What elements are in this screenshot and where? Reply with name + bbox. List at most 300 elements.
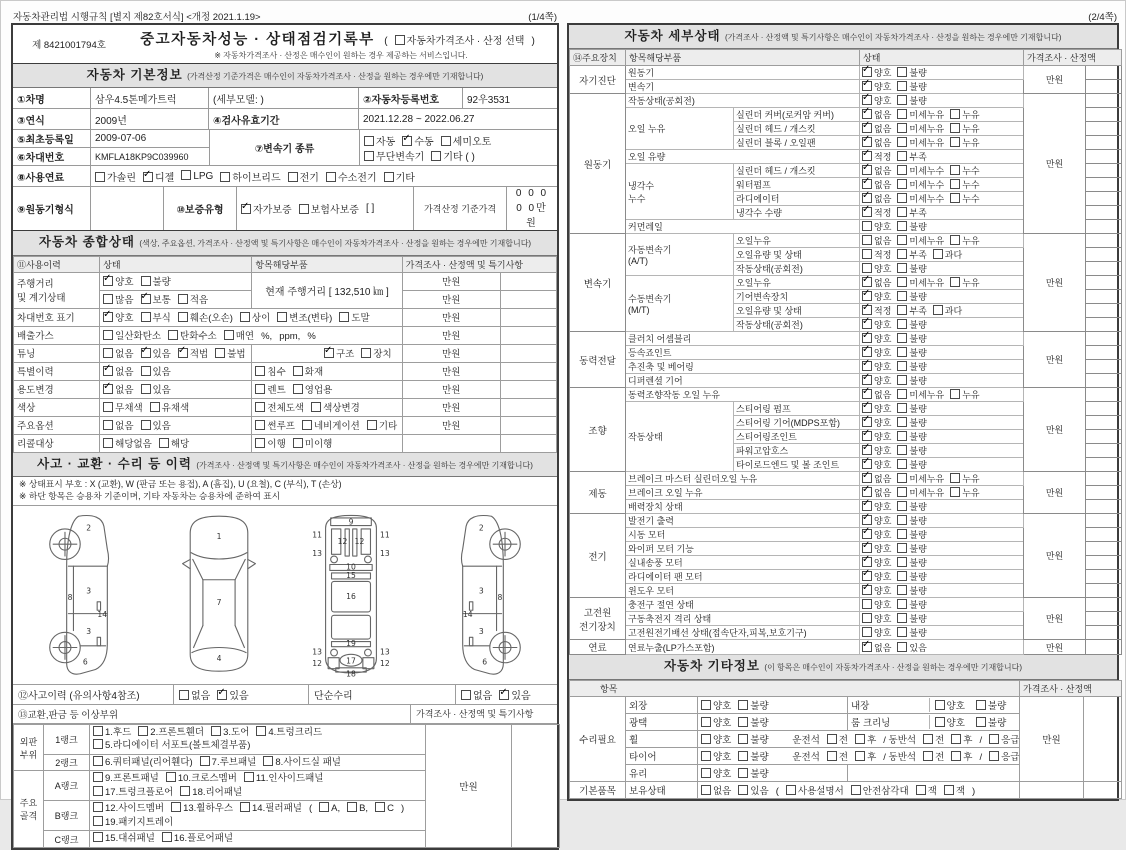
- checkbox-option[interactable]: [293, 382, 333, 396]
- checkbox-option[interactable]: [786, 783, 844, 797]
- price-cell[interactable]: 만원: [402, 380, 500, 398]
- checkbox-option[interactable]: [897, 276, 944, 289]
- checked-checkbox-icon[interactable]: [862, 543, 872, 553]
- checkbox-option[interactable]: [402, 133, 433, 148]
- checkbox-option[interactable]: [897, 388, 944, 401]
- checkbox-option[interactable]: [701, 766, 731, 780]
- checked-checkbox-icon[interactable]: [862, 459, 872, 469]
- unchecked-checkbox-icon[interactable]: [263, 756, 273, 766]
- unchecked-checkbox-icon[interactable]: [701, 785, 711, 795]
- note-cell[interactable]: [1086, 472, 1122, 486]
- checkbox-option[interactable]: [897, 626, 926, 639]
- unchecked-checkbox-icon[interactable]: [950, 473, 960, 483]
- unchecked-checkbox-icon[interactable]: [180, 786, 190, 796]
- checkbox-option[interactable]: [738, 715, 768, 729]
- note-cell[interactable]: [1086, 430, 1122, 444]
- checkbox-option[interactable]: [93, 739, 250, 753]
- note-cell[interactable]: [1086, 304, 1122, 318]
- unchecked-checkbox-icon[interactable]: [181, 170, 191, 180]
- unchecked-checkbox-icon[interactable]: [299, 204, 309, 214]
- unchecked-checkbox-icon[interactable]: [897, 67, 907, 77]
- checked-checkbox-icon[interactable]: [862, 305, 872, 315]
- note-cell[interactable]: [512, 724, 560, 847]
- checkbox-option[interactable]: [897, 570, 926, 583]
- checkbox-option[interactable]: [103, 292, 133, 306]
- unchecked-checkbox-icon[interactable]: [179, 690, 189, 700]
- checked-checkbox-icon[interactable]: [862, 193, 872, 203]
- checkbox-option[interactable]: [897, 598, 926, 611]
- unchecked-checkbox-icon[interactable]: [162, 832, 172, 842]
- checkbox-option[interactable]: [862, 248, 891, 261]
- unchecked-checkbox-icon[interactable]: [293, 366, 303, 376]
- checked-checkbox-icon[interactable]: [862, 207, 872, 217]
- unchecked-checkbox-icon[interactable]: [215, 348, 225, 358]
- inspection-period-value[interactable]: 2021.12.28 ~ 2022.06.27: [363, 113, 475, 125]
- price-cell[interactable]: 만원: [1024, 472, 1086, 514]
- price-cell[interactable]: 만원: [426, 724, 512, 847]
- unchecked-checkbox-icon[interactable]: [431, 151, 441, 161]
- checkbox-option[interactable]: [255, 418, 295, 432]
- checkbox-option[interactable]: [950, 486, 979, 499]
- unchecked-checkbox-icon[interactable]: [375, 802, 385, 812]
- unchecked-checkbox-icon[interactable]: [93, 802, 103, 812]
- checkbox-option[interactable]: [93, 786, 173, 800]
- price-cell[interactable]: 만원: [402, 326, 500, 344]
- model-year-value[interactable]: 2009년: [91, 109, 209, 129]
- checkbox-option[interactable]: [701, 715, 731, 729]
- unchecked-checkbox-icon[interactable]: [923, 751, 933, 761]
- checkbox-option[interactable]: [897, 318, 926, 331]
- checkbox-option[interactable]: [441, 133, 492, 148]
- checkbox-option[interactable]: [178, 346, 208, 360]
- checkbox-option[interactable]: [897, 150, 926, 163]
- unchecked-checkbox-icon[interactable]: [293, 438, 303, 448]
- unchecked-checkbox-icon[interactable]: [178, 294, 188, 304]
- checkbox-option[interactable]: [950, 472, 979, 485]
- unchecked-checkbox-icon[interactable]: [738, 717, 748, 727]
- unchecked-checkbox-icon[interactable]: [944, 785, 954, 795]
- checkbox-option[interactable]: [989, 749, 1019, 763]
- unchecked-checkbox-icon[interactable]: [159, 438, 169, 448]
- checkbox-option[interactable]: [897, 220, 926, 233]
- checkbox-option[interactable]: [738, 698, 768, 712]
- checkbox-option[interactable]: [141, 274, 171, 288]
- checked-checkbox-icon[interactable]: [862, 291, 872, 301]
- checkbox-option[interactable]: [178, 292, 208, 306]
- checkbox-option[interactable]: [738, 732, 768, 746]
- checkbox-option[interactable]: [103, 310, 133, 324]
- note-cell[interactable]: [500, 416, 556, 434]
- checkbox-option[interactable]: [138, 726, 204, 740]
- unchecked-checkbox-icon[interactable]: [897, 585, 907, 595]
- price-cell[interactable]: 만원: [1024, 94, 1086, 234]
- checked-checkbox-icon[interactable]: [862, 417, 872, 427]
- checkbox-option[interactable]: [375, 802, 394, 816]
- unchecked-checkbox-icon[interactable]: [738, 768, 748, 778]
- note-cell[interactable]: [1086, 458, 1122, 472]
- checkbox-option[interactable]: [701, 698, 731, 712]
- checkbox-option[interactable]: [897, 402, 926, 415]
- checkbox-option[interactable]: [897, 122, 944, 135]
- unchecked-checkbox-icon[interactable]: [897, 109, 907, 119]
- unchecked-checkbox-icon[interactable]: [367, 420, 377, 430]
- unchecked-checkbox-icon[interactable]: [897, 571, 907, 581]
- checkbox-option[interactable]: [347, 802, 368, 816]
- checkbox-option[interactable]: [103, 274, 133, 288]
- note-cell[interactable]: [1086, 626, 1122, 640]
- price-cell[interactable]: 만원: [1024, 640, 1086, 655]
- unchecked-checkbox-icon[interactable]: [171, 802, 181, 812]
- checked-checkbox-icon[interactable]: [862, 473, 872, 483]
- checkbox-option[interactable]: [897, 360, 926, 373]
- unchecked-checkbox-icon[interactable]: [950, 179, 960, 189]
- price-cell[interactable]: 만원: [402, 272, 500, 290]
- unchecked-checkbox-icon[interactable]: [989, 734, 999, 744]
- checkbox-option[interactable]: [255, 400, 304, 414]
- price-cell[interactable]: 만원: [1024, 234, 1086, 332]
- checkbox-option[interactable]: [916, 783, 937, 797]
- checkbox-option[interactable]: [324, 346, 354, 360]
- note-cell[interactable]: [1086, 262, 1122, 276]
- checkbox-option[interactable]: [200, 756, 257, 770]
- checkbox-option[interactable]: [897, 430, 926, 443]
- checkbox-option[interactable]: [950, 388, 979, 401]
- checkbox-option[interactable]: [293, 364, 323, 378]
- unchecked-checkbox-icon[interactable]: [862, 249, 872, 259]
- checkbox-option[interactable]: [897, 206, 926, 219]
- checkbox-option[interactable]: [950, 178, 979, 191]
- checked-checkbox-icon[interactable]: [862, 487, 872, 497]
- checkbox-option[interactable]: [256, 726, 322, 740]
- unchecked-checkbox-icon[interactable]: [339, 312, 349, 322]
- unchecked-checkbox-icon[interactable]: [93, 786, 103, 796]
- checkbox-option[interactable]: [93, 832, 155, 846]
- checkbox-option[interactable]: [311, 400, 360, 414]
- checked-checkbox-icon[interactable]: [862, 571, 872, 581]
- unchecked-checkbox-icon[interactable]: [255, 420, 265, 430]
- unchecked-checkbox-icon[interactable]: [897, 557, 907, 567]
- unchecked-checkbox-icon[interactable]: [293, 384, 303, 394]
- unchecked-checkbox-icon[interactable]: [862, 613, 872, 623]
- checkbox-option[interactable]: [897, 514, 926, 527]
- checkbox-option[interactable]: [93, 772, 159, 786]
- unchecked-checkbox-icon[interactable]: [166, 772, 176, 782]
- checkbox-option[interactable]: [897, 346, 926, 359]
- unchecked-checkbox-icon[interactable]: [862, 263, 872, 273]
- note-cell[interactable]: [1086, 584, 1122, 598]
- note-cell[interactable]: [1086, 206, 1122, 220]
- note-cell[interactable]: [1086, 150, 1122, 164]
- checked-checkbox-icon[interactable]: [324, 348, 334, 358]
- checkbox-option[interactable]: [989, 732, 1019, 746]
- unchecked-checkbox-icon[interactable]: [827, 734, 837, 744]
- checked-checkbox-icon[interactable]: [862, 403, 872, 413]
- checkbox-option[interactable]: [103, 436, 152, 450]
- note-cell[interactable]: [1086, 444, 1122, 458]
- checkbox-option[interactable]: [897, 332, 926, 345]
- note-cell[interactable]: [1086, 346, 1122, 360]
- checkbox-option[interactable]: [897, 178, 944, 191]
- checkbox-option[interactable]: [240, 310, 270, 324]
- vin-value[interactable]: KMFLA18KP9C039960: [95, 151, 189, 162]
- note-cell[interactable]: [1086, 556, 1122, 570]
- checkbox-option[interactable]: [141, 310, 171, 324]
- checked-checkbox-icon[interactable]: [143, 172, 153, 182]
- note-cell[interactable]: [1086, 486, 1122, 500]
- unchecked-checkbox-icon[interactable]: [935, 700, 945, 710]
- unchecked-checkbox-icon[interactable]: [897, 613, 907, 623]
- checkbox-option[interactable]: [897, 472, 944, 485]
- unchecked-checkbox-icon[interactable]: [897, 459, 907, 469]
- checkbox-option[interactable]: [361, 346, 391, 360]
- unchecked-checkbox-icon[interactable]: [103, 330, 113, 340]
- note-cell[interactable]: [1086, 276, 1122, 290]
- note-cell[interactable]: [1086, 66, 1122, 80]
- unchecked-checkbox-icon[interactable]: [138, 726, 148, 736]
- unchecked-checkbox-icon[interactable]: [976, 700, 986, 710]
- note-cell[interactable]: [500, 344, 556, 362]
- checkbox-option[interactable]: [364, 148, 424, 163]
- checked-checkbox-icon[interactable]: [103, 312, 113, 322]
- checkbox-option[interactable]: [150, 400, 190, 414]
- note-cell[interactable]: [1086, 374, 1122, 388]
- unchecked-checkbox-icon[interactable]: [897, 263, 907, 273]
- checkbox-option[interactable]: [897, 248, 926, 261]
- unchecked-checkbox-icon[interactable]: [701, 768, 711, 778]
- checkbox-option[interactable]: [897, 444, 926, 457]
- unchecked-checkbox-icon[interactable]: [862, 221, 872, 231]
- unchecked-checkbox-icon[interactable]: [950, 123, 960, 133]
- price-cell[interactable]: 만원: [402, 344, 500, 362]
- unchecked-checkbox-icon[interactable]: [288, 172, 298, 182]
- unchecked-checkbox-icon[interactable]: [933, 305, 943, 315]
- unchecked-checkbox-icon[interactable]: [701, 751, 711, 761]
- unchecked-checkbox-icon[interactable]: [897, 642, 907, 652]
- unchecked-checkbox-icon[interactable]: [738, 751, 748, 761]
- unchecked-checkbox-icon[interactable]: [855, 751, 865, 761]
- checkbox-option[interactable]: [180, 786, 242, 800]
- note-cell[interactable]: [1086, 178, 1122, 192]
- checkbox-option[interactable]: [103, 418, 133, 432]
- checkbox-option[interactable]: [241, 201, 292, 216]
- checkbox-option[interactable]: [93, 756, 193, 770]
- checkbox-option[interactable]: [897, 528, 926, 541]
- checked-checkbox-icon[interactable]: [103, 384, 113, 394]
- unchecked-checkbox-icon[interactable]: [364, 151, 374, 161]
- checkbox-option[interactable]: [897, 108, 944, 121]
- checkbox-option[interactable]: [168, 328, 217, 342]
- price-cell[interactable]: 만원: [402, 398, 500, 416]
- checkbox-option[interactable]: [738, 783, 768, 797]
- note-cell[interactable]: [1086, 192, 1122, 206]
- note-cell[interactable]: [1086, 122, 1122, 136]
- unchecked-checkbox-icon[interactable]: [255, 366, 265, 376]
- unchecked-checkbox-icon[interactable]: [897, 529, 907, 539]
- unchecked-checkbox-icon[interactable]: [897, 501, 907, 511]
- checkbox-option[interactable]: [141, 382, 171, 396]
- checkbox-option[interactable]: [933, 304, 962, 317]
- unchecked-checkbox-icon[interactable]: [897, 431, 907, 441]
- checkbox-option[interactable]: [143, 169, 174, 184]
- checkbox-option[interactable]: [93, 802, 164, 816]
- checked-checkbox-icon[interactable]: [862, 642, 872, 652]
- checkbox-option[interactable]: [95, 169, 136, 184]
- checkbox-option[interactable]: [461, 687, 492, 702]
- checkbox-option[interactable]: [897, 80, 926, 93]
- unchecked-checkbox-icon[interactable]: [326, 172, 336, 182]
- checked-checkbox-icon[interactable]: [862, 123, 872, 133]
- unchecked-checkbox-icon[interactable]: [862, 599, 872, 609]
- engine-type-value[interactable]: [91, 187, 164, 230]
- note-cell[interactable]: [1086, 640, 1122, 655]
- checkbox-option[interactable]: [897, 66, 926, 79]
- checkbox-option[interactable]: [302, 418, 360, 432]
- checkbox-option[interactable]: [950, 122, 979, 135]
- checkbox-option[interactable]: [944, 783, 965, 797]
- checkbox-option[interactable]: [384, 169, 415, 184]
- checkbox-option[interactable]: [862, 584, 891, 597]
- checkbox-option[interactable]: [935, 698, 965, 712]
- checked-checkbox-icon[interactable]: [862, 109, 872, 119]
- unchecked-checkbox-icon[interactable]: [897, 389, 907, 399]
- unchecked-checkbox-icon[interactable]: [441, 136, 451, 146]
- unchecked-checkbox-icon[interactable]: [255, 438, 265, 448]
- unchecked-checkbox-icon[interactable]: [240, 802, 250, 812]
- note-cell[interactable]: [1086, 332, 1122, 346]
- checkbox-option[interactable]: [950, 192, 979, 205]
- unchecked-checkbox-icon[interactable]: [141, 366, 151, 376]
- unchecked-checkbox-icon[interactable]: [897, 207, 907, 217]
- unchecked-checkbox-icon[interactable]: [897, 599, 907, 609]
- unchecked-checkbox-icon[interactable]: [897, 515, 907, 525]
- checked-checkbox-icon[interactable]: [862, 165, 872, 175]
- unchecked-checkbox-icon[interactable]: [855, 734, 865, 744]
- note-cell[interactable]: [1086, 136, 1122, 150]
- checkbox-option[interactable]: [935, 715, 965, 729]
- checkbox-option[interactable]: [224, 328, 254, 342]
- unchecked-checkbox-icon[interactable]: [255, 384, 265, 394]
- unchecked-checkbox-icon[interactable]: [897, 179, 907, 189]
- checkbox-option[interactable]: [395, 32, 525, 47]
- unchecked-checkbox-icon[interactable]: [384, 172, 394, 182]
- unchecked-checkbox-icon[interactable]: [93, 772, 103, 782]
- price-cell[interactable]: 만원: [1024, 514, 1086, 598]
- note-cell[interactable]: [1086, 528, 1122, 542]
- unchecked-checkbox-icon[interactable]: [701, 734, 711, 744]
- checkbox-option[interactable]: [215, 346, 245, 360]
- checkbox-option[interactable]: [827, 732, 848, 746]
- checked-checkbox-icon[interactable]: [862, 501, 872, 511]
- checkbox-option[interactable]: [897, 542, 926, 555]
- price-cell[interactable]: 만원: [1024, 598, 1086, 640]
- checkbox-option[interactable]: [897, 641, 926, 654]
- unchecked-checkbox-icon[interactable]: [211, 726, 221, 736]
- checkbox-option[interactable]: [240, 802, 302, 816]
- unchecked-checkbox-icon[interactable]: [255, 402, 265, 412]
- note-cell[interactable]: [1086, 94, 1122, 108]
- unchecked-checkbox-icon[interactable]: [897, 319, 907, 329]
- checked-checkbox-icon[interactable]: [402, 136, 412, 146]
- checkbox-option[interactable]: [897, 94, 926, 107]
- unchecked-checkbox-icon[interactable]: [361, 348, 371, 358]
- unchecked-checkbox-icon[interactable]: [827, 751, 837, 761]
- unchecked-checkbox-icon[interactable]: [897, 305, 907, 315]
- unchecked-checkbox-icon[interactable]: [141, 420, 151, 430]
- unchecked-checkbox-icon[interactable]: [950, 137, 960, 147]
- unchecked-checkbox-icon[interactable]: [93, 832, 103, 842]
- checkbox-option[interactable]: [897, 500, 926, 513]
- checkbox-option[interactable]: [93, 816, 173, 830]
- basic-items-price-cell[interactable]: [1020, 781, 1084, 798]
- checkbox-option[interactable]: [255, 382, 285, 396]
- note-cell[interactable]: [500, 308, 556, 326]
- registration-number-value[interactable]: 92우3531: [467, 94, 511, 106]
- checkbox-option[interactable]: [862, 206, 891, 219]
- checkbox-option[interactable]: [178, 310, 233, 324]
- checked-checkbox-icon[interactable]: [141, 348, 151, 358]
- price-cell[interactable]: [402, 434, 500, 452]
- checkbox-option[interactable]: [897, 262, 926, 275]
- checkbox-option[interactable]: [855, 749, 876, 763]
- checkbox-option[interactable]: [855, 732, 876, 746]
- unchecked-checkbox-icon[interactable]: [851, 785, 861, 795]
- checkbox-option[interactable]: [162, 832, 233, 846]
- unchecked-checkbox-icon[interactable]: [897, 417, 907, 427]
- checked-checkbox-icon[interactable]: [862, 179, 872, 189]
- checkbox-option[interactable]: [950, 276, 979, 289]
- checked-checkbox-icon[interactable]: [862, 445, 872, 455]
- checkbox-option[interactable]: [277, 310, 332, 324]
- checkbox-option[interactable]: [897, 584, 926, 597]
- note-cell[interactable]: [1086, 248, 1122, 262]
- note-cell[interactable]: [1086, 234, 1122, 248]
- price-cell[interactable]: 만원: [402, 290, 500, 308]
- unchecked-checkbox-icon[interactable]: [897, 627, 907, 637]
- note-cell[interactable]: [500, 326, 556, 344]
- unchecked-checkbox-icon[interactable]: [95, 172, 105, 182]
- note-cell[interactable]: [1086, 318, 1122, 332]
- checkbox-option[interactable]: [141, 292, 171, 306]
- note-cell[interactable]: [500, 380, 556, 398]
- unchecked-checkbox-icon[interactable]: [933, 249, 943, 259]
- unchecked-checkbox-icon[interactable]: [897, 543, 907, 553]
- checkbox-option[interactable]: [950, 234, 979, 247]
- unchecked-checkbox-icon[interactable]: [93, 756, 103, 766]
- checkbox-option[interactable]: [923, 732, 944, 746]
- checkbox-option[interactable]: [862, 598, 891, 611]
- checkbox-option[interactable]: [851, 783, 909, 797]
- checkbox-option[interactable]: [166, 772, 237, 786]
- checkbox-option[interactable]: [159, 436, 189, 450]
- checked-checkbox-icon[interactable]: [862, 375, 872, 385]
- checkbox-option[interactable]: [364, 133, 395, 148]
- unchecked-checkbox-icon[interactable]: [989, 751, 999, 761]
- checkbox-option[interactable]: [103, 382, 133, 396]
- unchecked-checkbox-icon[interactable]: [897, 137, 907, 147]
- unchecked-checkbox-icon[interactable]: [950, 109, 960, 119]
- checkbox-option[interactable]: [141, 418, 171, 432]
- checkbox-option[interactable]: [299, 201, 359, 216]
- checkbox-option[interactable]: [499, 687, 530, 702]
- unchecked-checkbox-icon[interactable]: [950, 389, 960, 399]
- price-cell[interactable]: 만원: [402, 308, 500, 326]
- checked-checkbox-icon[interactable]: [862, 319, 872, 329]
- unchecked-checkbox-icon[interactable]: [141, 312, 151, 322]
- unchecked-checkbox-icon[interactable]: [103, 438, 113, 448]
- checked-checkbox-icon[interactable]: [862, 585, 872, 595]
- unchecked-checkbox-icon[interactable]: [141, 276, 151, 286]
- checked-checkbox-icon[interactable]: [862, 277, 872, 287]
